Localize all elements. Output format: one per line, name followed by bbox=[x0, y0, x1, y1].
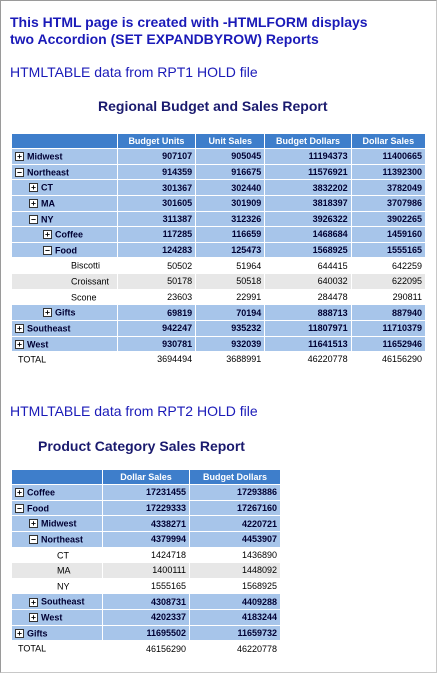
rpt2-row[interactable] bbox=[12, 532, 280, 547]
rpt2-value-cell: 17267160 bbox=[190, 501, 280, 516]
rpt1-row-label-cell bbox=[12, 212, 117, 227]
rpt1-value-cell: 11807971 bbox=[265, 321, 350, 336]
rpt1-row-label: MA bbox=[41, 198, 55, 209]
rpt1-value-cell: 11392300 bbox=[352, 165, 425, 180]
rpt1-row-label-cell bbox=[12, 290, 117, 305]
rpt1-row-label: TOTAL bbox=[18, 354, 47, 365]
rpt1-header-row bbox=[12, 134, 425, 148]
rpt1-header-blank bbox=[12, 134, 117, 148]
rpt2-header-row bbox=[12, 470, 280, 484]
collapse-icon[interactable]: − bbox=[15, 504, 24, 513]
rpt1-value-cell: 11194373 bbox=[265, 149, 350, 164]
rpt1-row-label: Midwest bbox=[27, 151, 63, 162]
rpt1-value-cell: 284478 bbox=[265, 290, 350, 305]
rpt2-row-label: Gifts bbox=[27, 628, 48, 639]
rpt1-value-cell: 50518 bbox=[196, 274, 264, 289]
rpt2-value-cell: 1555165 bbox=[103, 579, 189, 594]
rpt1-value-cell: 46156290 bbox=[352, 352, 425, 367]
rpt2-row-label-cell bbox=[12, 579, 102, 594]
rpt2-row-label-cell bbox=[12, 501, 102, 516]
expand-icon[interactable]: + bbox=[15, 488, 24, 497]
expand-icon[interactable]: + bbox=[29, 613, 38, 622]
rpt1-row-label-cell bbox=[12, 274, 117, 289]
rpt1-header-budget-units: Budget Units bbox=[118, 134, 195, 148]
rpt1-row[interactable] bbox=[12, 305, 425, 320]
rpt1-row-label: West bbox=[27, 339, 49, 350]
page-title-line1: This HTML page is created with -HTMLFORM displays bbox=[10, 14, 368, 30]
rpt2-value-cell: 46220778 bbox=[190, 641, 280, 656]
rpt1-value-cell: 914359 bbox=[118, 165, 195, 180]
rpt1-row[interactable] bbox=[12, 149, 425, 164]
rpt1-value-cell: 22991 bbox=[196, 290, 264, 305]
rpt2-value-cell: 4220721 bbox=[190, 516, 280, 531]
rpt1-value-cell: 887940 bbox=[352, 305, 425, 320]
rpt2-total-row bbox=[12, 641, 280, 656]
rpt1-row-label: Northeast bbox=[27, 167, 70, 178]
rpt1-value-cell: 622095 bbox=[352, 274, 425, 289]
collapse-icon[interactable]: − bbox=[43, 246, 52, 255]
rpt2-value-cell: 4409288 bbox=[190, 594, 280, 609]
rpt2-title: Product Category Sales Report bbox=[38, 438, 245, 454]
rpt2-row-label-cell bbox=[12, 626, 102, 641]
rpt2-value-cell: 17231455 bbox=[103, 485, 189, 500]
rpt2-value-cell: 1424718 bbox=[103, 548, 189, 563]
rpt1-row-label: Southeast bbox=[27, 323, 71, 334]
rpt2-value-cell: 1400111 bbox=[103, 563, 189, 578]
rpt1-header-budget-dollars: Budget Dollars bbox=[265, 134, 350, 148]
rpt1-row[interactable] bbox=[12, 321, 425, 336]
collapse-icon[interactable]: − bbox=[29, 215, 38, 224]
rpt2-value-cell: 4453907 bbox=[190, 532, 280, 547]
rpt2-value-cell: 1568925 bbox=[190, 579, 280, 594]
rpt1-row-label: Coffee bbox=[55, 229, 84, 240]
rpt2-row[interactable] bbox=[12, 610, 280, 625]
page-title-line2: two Accordion (SET EXPANDBYROW) Reports bbox=[10, 31, 319, 47]
rpt2-row[interactable] bbox=[12, 626, 280, 641]
rpt1-value-cell: 1459160 bbox=[352, 227, 425, 242]
rpt1-value-cell: 3902265 bbox=[352, 212, 425, 227]
rpt1-row-label: Scone bbox=[71, 292, 97, 303]
rpt1-value-cell: 3694494 bbox=[118, 352, 195, 367]
rpt1-row[interactable] bbox=[12, 337, 425, 352]
expand-icon[interactable]: + bbox=[15, 629, 24, 638]
rpt1-value-cell: 3707986 bbox=[352, 196, 425, 211]
regional-budget-report-table bbox=[11, 133, 426, 368]
rpt1-value-cell: 932039 bbox=[196, 337, 264, 352]
rpt2-value-cell: 11695502 bbox=[103, 626, 189, 641]
rpt1-row[interactable] bbox=[12, 227, 425, 242]
expand-icon[interactable]: + bbox=[29, 519, 38, 528]
rpt1-value-cell: 302440 bbox=[196, 180, 264, 195]
rpt2-row-label-cell bbox=[12, 610, 102, 625]
rpt1-value-cell: 642259 bbox=[352, 258, 425, 273]
rpt1-value-cell: 23603 bbox=[118, 290, 195, 305]
rpt1-value-cell: 11400665 bbox=[352, 149, 425, 164]
rpt2-row-label-cell bbox=[12, 485, 102, 500]
expand-icon[interactable]: + bbox=[43, 308, 52, 317]
rpt1-value-cell: 301367 bbox=[118, 180, 195, 195]
rpt1-value-cell: 935232 bbox=[196, 321, 264, 336]
rpt1-row[interactable] bbox=[12, 196, 425, 211]
rpt2-row-label: TOTAL bbox=[18, 643, 47, 654]
expand-icon[interactable]: + bbox=[15, 324, 24, 333]
rpt2-row-label-cell bbox=[12, 641, 102, 656]
rpt1-value-cell: 125473 bbox=[196, 243, 264, 258]
rpt1-row-label-cell bbox=[12, 243, 117, 258]
rpt2-row-label-cell bbox=[12, 532, 102, 547]
rpt2-row-label: NY bbox=[57, 581, 70, 592]
rpt2-row-label: CT bbox=[57, 550, 69, 561]
rpt2-row-label: Northeast bbox=[41, 534, 84, 545]
rpt1-value-cell: 930781 bbox=[118, 337, 195, 352]
rpt2-row-label-cell bbox=[12, 548, 102, 563]
rpt1-row-label-cell bbox=[12, 165, 117, 180]
rpt1-total-row bbox=[12, 352, 425, 367]
rpt1-value-cell: 50502 bbox=[118, 258, 195, 273]
rpt1-row-label-cell bbox=[12, 180, 117, 195]
rpt1-value-cell: 640032 bbox=[265, 274, 350, 289]
rpt1-value-cell: 116659 bbox=[196, 227, 264, 242]
rpt1-value-cell: 3782049 bbox=[352, 180, 425, 195]
rpt2-value-cell: 4379994 bbox=[103, 532, 189, 547]
rpt2-row-label-cell bbox=[12, 594, 102, 609]
rpt1-value-cell: 905045 bbox=[196, 149, 264, 164]
rpt1-row bbox=[12, 274, 425, 289]
rpt1-row-label-cell bbox=[12, 337, 117, 352]
expand-icon[interactable]: + bbox=[29, 183, 38, 192]
rpt1-row[interactable] bbox=[12, 180, 425, 195]
page-title bbox=[10, 14, 430, 48]
rpt2-header-budget-dollars: Budget Dollars bbox=[190, 470, 280, 484]
rpt1-value-cell: 3926322 bbox=[265, 212, 350, 227]
rpt1-value-cell: 3688991 bbox=[196, 352, 264, 367]
rpt1-row bbox=[12, 258, 425, 273]
rpt1-value-cell: 11641513 bbox=[265, 337, 350, 352]
rpt2-value-cell: 4202337 bbox=[103, 610, 189, 625]
rpt1-value-cell: 888713 bbox=[265, 305, 350, 320]
expand-icon[interactable]: + bbox=[15, 340, 24, 349]
rpt1-value-cell: 69819 bbox=[118, 305, 195, 320]
rpt2-row-label: MA bbox=[57, 565, 71, 576]
rpt2-value-cell: 4308731 bbox=[103, 594, 189, 609]
expand-icon[interactable]: + bbox=[43, 230, 52, 239]
collapse-icon[interactable]: − bbox=[15, 168, 24, 177]
rpt2-row-label: Food bbox=[27, 503, 49, 514]
rpt1-row-label-cell bbox=[12, 227, 117, 242]
rpt1-value-cell: 11652946 bbox=[352, 337, 425, 352]
rpt1-value-cell: 3832202 bbox=[265, 180, 350, 195]
rpt1-row[interactable] bbox=[12, 165, 425, 180]
expand-icon[interactable]: + bbox=[15, 152, 24, 161]
rpt1-row-label-cell bbox=[12, 196, 117, 211]
rpt2-row-label: Midwest bbox=[41, 518, 77, 529]
rpt1-value-cell: 46220778 bbox=[265, 352, 350, 367]
rpt1-value-cell: 1568925 bbox=[265, 243, 350, 258]
rpt2-value-cell: 17229333 bbox=[103, 501, 189, 516]
rpt1-row[interactable] bbox=[12, 212, 425, 227]
rpt1-row[interactable] bbox=[12, 243, 425, 258]
rpt1-row-label-cell bbox=[12, 352, 117, 367]
rpt1-header-unit-sales: Unit Sales bbox=[196, 134, 264, 148]
rpt2-value-cell: 1448092 bbox=[190, 563, 280, 578]
rpt1-row-label-cell bbox=[12, 321, 117, 336]
rpt2-row[interactable] bbox=[12, 501, 280, 516]
rpt1-header-dollar-sales: Dollar Sales bbox=[352, 134, 425, 148]
rpt1-value-cell: 301605 bbox=[118, 196, 195, 211]
product-category-report-table bbox=[11, 469, 281, 657]
rpt1-row-label-cell bbox=[12, 305, 117, 320]
rpt2-row-label-cell bbox=[12, 516, 102, 531]
rpt1-row-label: Gifts bbox=[55, 307, 76, 318]
rpt1-value-cell: 3818397 bbox=[265, 196, 350, 211]
rpt2-row bbox=[12, 548, 280, 563]
rpt2-value-cell: 46156290 bbox=[103, 641, 189, 656]
rpt2-value-cell: 11659732 bbox=[190, 626, 280, 641]
rpt2-row-label-cell bbox=[12, 563, 102, 578]
rpt1-row-label: Biscotti bbox=[71, 261, 101, 271]
rpt1-value-cell: 311387 bbox=[118, 212, 195, 227]
rpt1-value-cell: 644415 bbox=[265, 258, 350, 273]
rpt1-value-cell: 907107 bbox=[118, 149, 195, 164]
rpt1-value-cell: 1555165 bbox=[352, 243, 425, 258]
rpt1-value-cell: 50178 bbox=[118, 274, 195, 289]
rpt1-value-cell: 124283 bbox=[118, 243, 195, 258]
rpt1-row bbox=[12, 290, 425, 305]
rpt1-hold-caption: HTMLTABLE data from RPT1 HOLD file bbox=[10, 64, 258, 80]
rpt2-row[interactable] bbox=[12, 485, 280, 500]
rpt1-value-cell: 916675 bbox=[196, 165, 264, 180]
rpt2-header-dollar-sales: Dollar Sales bbox=[103, 470, 189, 484]
rpt1-value-cell: 11576921 bbox=[265, 165, 350, 180]
expand-icon[interactable]: + bbox=[29, 598, 38, 607]
rpt1-value-cell: 942247 bbox=[118, 321, 195, 336]
rpt1-value-cell: 312326 bbox=[196, 212, 264, 227]
rpt1-row-label-cell bbox=[12, 258, 117, 273]
rpt2-row[interactable] bbox=[12, 594, 280, 609]
rpt1-row-label: Croissant bbox=[71, 276, 110, 287]
rpt2-value-cell: 4183244 bbox=[190, 610, 280, 625]
rpt2-value-cell: 17293886 bbox=[190, 485, 280, 500]
rpt2-row bbox=[12, 563, 280, 578]
rpt1-row-label: CT bbox=[41, 182, 53, 193]
rpt2-row-label: Coffee bbox=[27, 487, 56, 498]
rpt1-row-label-cell bbox=[12, 149, 117, 164]
rpt1-value-cell: 70194 bbox=[196, 305, 264, 320]
rpt2-header-blank bbox=[12, 470, 102, 484]
rpt2-value-cell: 4338271 bbox=[103, 516, 189, 531]
rpt1-row-label: Food bbox=[55, 245, 77, 256]
rpt2-row-label: Southeast bbox=[41, 597, 85, 607]
rpt1-value-cell: 1468684 bbox=[265, 227, 350, 242]
rpt1-value-cell: 11710379 bbox=[352, 321, 425, 336]
rpt1-value-cell: 51964 bbox=[196, 258, 264, 273]
rpt2-row bbox=[12, 579, 280, 594]
rpt2-hold-caption: HTMLTABLE data from RPT2 HOLD file bbox=[10, 403, 258, 419]
rpt1-title: Regional Budget and Sales Report bbox=[98, 98, 328, 114]
rpt2-row[interactable] bbox=[12, 516, 280, 531]
expand-icon[interactable]: + bbox=[29, 199, 38, 208]
rpt1-value-cell: 301909 bbox=[196, 196, 264, 211]
rpt1-value-cell: 117285 bbox=[118, 227, 195, 242]
rpt2-row-label: West bbox=[41, 612, 63, 623]
rpt1-row-label: NY bbox=[41, 214, 54, 225]
rpt1-value-cell: 290811 bbox=[352, 290, 425, 305]
collapse-icon[interactable]: − bbox=[29, 535, 38, 544]
rpt2-value-cell: 1436890 bbox=[190, 548, 280, 563]
